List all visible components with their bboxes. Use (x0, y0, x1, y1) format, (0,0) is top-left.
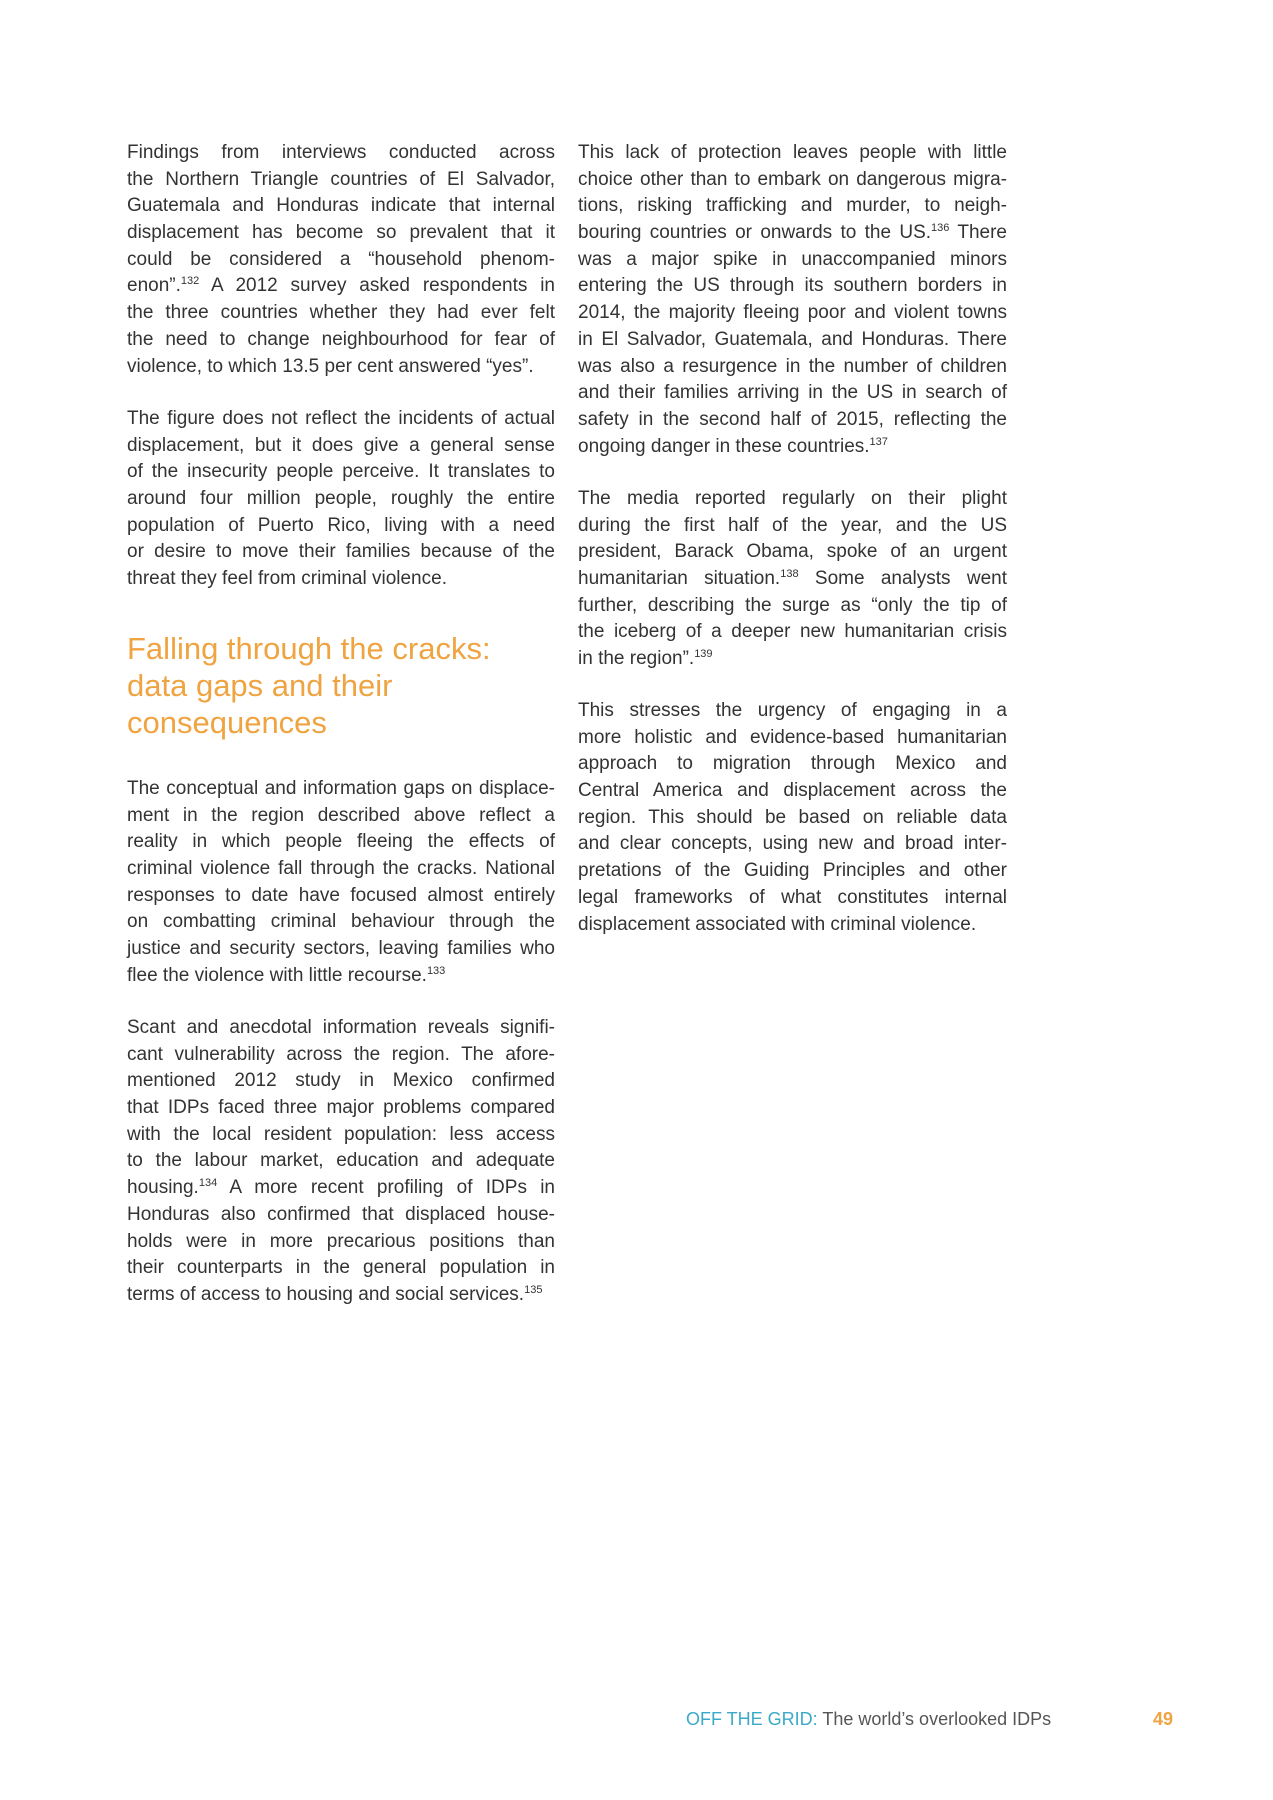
text-line: could be considered a “household phenom- (127, 248, 555, 270)
heading-line: consequences (127, 705, 327, 740)
text-line: was a major spike in unaccompanied minors (578, 248, 1007, 270)
text-line: was also a resurgence in the number of children (578, 355, 1007, 377)
text-line: Findings from interviews conducted across (127, 142, 555, 163)
text-line: their counterparts in the general population in (127, 1257, 555, 1279)
text-line: safety in the second half of 2015, reflecting the (578, 408, 1007, 430)
text-line: ment in the region described above reflect a (127, 804, 555, 826)
running-footer (686, 1708, 1051, 1730)
text-line: president, Barack Obama, spoke of an urgent (578, 541, 1007, 563)
text-line: further, describing the surge as “only the tip of (578, 594, 1007, 616)
text-line: terms of access to housing and social services.$^{135}$ (127, 1283, 543, 1305)
text-line: ongoing danger in these countries.$^{137}$ (578, 435, 888, 457)
text-line: This lack of protection leaves people with little (578, 142, 1007, 163)
text-line: Central America and displacement across the (578, 780, 1007, 802)
text-line: violence, to which 13.5 per cent answered “yes”. (127, 355, 534, 377)
text-line: choice other than to embark on dangerous migra- (578, 168, 1007, 190)
footnote-ref[interactable]: 132 (180, 275, 200, 288)
paragraph-northern-triangle (127, 140, 555, 380)
text-line: more holistic and evidence-based humanitarian (578, 726, 1007, 748)
section-heading (127, 630, 567, 741)
text-line: holds were in more precarious positions than (127, 1230, 555, 1252)
text-line: displacement, but it does give a general sense (127, 434, 555, 456)
paragraph-conceptual-gaps (127, 776, 555, 990)
text-line: tions, risking trafficking and murder, to neigh- (578, 195, 1007, 217)
footnote-ref[interactable]: 139 (694, 648, 713, 661)
text-line: of the insecurity people perceive. It translates to (127, 461, 555, 483)
text-line: pretations of the Guiding Principles and other (578, 860, 1007, 882)
text-line: population of Puerto Rico, living with a need (127, 514, 555, 536)
footer-subtitle: The world’s overlooked IDPs (817, 1709, 1052, 1729)
text-line: around four million people, roughly the entire (127, 488, 555, 510)
footnote-ref[interactable]: 136 (931, 222, 950, 235)
heading-line: Falling through the cracks: (127, 631, 491, 666)
paragraph-urgency (578, 698, 1007, 938)
text-line: mentioned 2012 study in Mexico confirmed (127, 1070, 555, 1092)
text-line: humanitarian situation.$^{138}$ Some analysts went (578, 568, 1007, 590)
text-line: bouring countries or onwards to the US.$^{136}$ There (578, 222, 1007, 244)
paragraph-scant-information (127, 1015, 555, 1309)
text-line: responses to date have focused almost entirely (127, 884, 555, 906)
text-line: in the region”.$^{139}$ (578, 648, 713, 670)
text-line: the need to change neighbourhood for fear of (127, 328, 555, 350)
text-line: threat they feel from criminal violence. (127, 568, 447, 590)
text-line: Guatemala and Honduras indicate that internal (127, 195, 555, 217)
paragraph-insecurity-figure (127, 406, 555, 593)
text-line: displacement has become so prevalent that it (127, 222, 555, 244)
text-line: the iceberg of a deeper new humanitarian crisis (578, 621, 1007, 643)
paragraph-lack-of-protection (578, 140, 1007, 460)
text-line: 2014, the majority fleeing poor and violent towns (578, 302, 1007, 324)
text-line: with the local resident population: less access (127, 1123, 555, 1145)
text-line: approach to migration through Mexico and (578, 753, 1007, 775)
text-line: that IDPs faced three major problems compared (127, 1097, 555, 1119)
text-line: entering the US through its southern borders in (578, 275, 1007, 297)
text-line: flee the violence with little recourse.$^{133}$ (127, 964, 446, 986)
text-line: This stresses the urgency of engaging in a (578, 700, 1007, 721)
footnote-ref[interactable]: 134 (198, 1177, 218, 1190)
text-line: justice and security sectors, leaving families who (127, 938, 555, 960)
text-line: legal frameworks of what constitutes internal (578, 886, 1007, 908)
text-line: Honduras also confirmed that displaced house- (127, 1203, 555, 1225)
text-line: on combatting criminal behaviour through the (127, 911, 555, 933)
footer-brand: OFF THE GRID: (686, 1709, 818, 1729)
text-line: cant vulnerability across the region. The afore- (127, 1043, 555, 1065)
text-line: and clear concepts, using new and broad inter- (578, 833, 1007, 855)
text-line: Scant and anecdotal information reveals signifi- (127, 1017, 555, 1038)
text-line: or desire to move their families because of the (127, 541, 555, 563)
text-line: The media reported regularly on their plight (578, 488, 1007, 509)
footnote-ref[interactable]: 137 (869, 435, 888, 448)
text-line: the three countries whether they had ever felt (127, 302, 555, 324)
paragraph-media-reported (578, 486, 1007, 673)
text-line: in El Salvador, Guatemala, and Honduras. There (578, 328, 1007, 350)
heading-line: data gaps and their (127, 668, 393, 703)
text-line: housing.$^{134}$ A more recent profiling of IDPs in (127, 1177, 555, 1199)
footnote-ref[interactable]: 133 (426, 964, 446, 977)
text-line: displacement associated with criminal violence. (578, 913, 977, 935)
page-number: 49 (1153, 1709, 1174, 1729)
text-line: to the labour market, education and adequate (127, 1150, 555, 1172)
footnote-ref[interactable]: 135 (524, 1283, 543, 1296)
text-line: The figure does not reflect the incidents of actual (127, 408, 555, 429)
text-line: reality in which people fleeing the effects of (127, 831, 555, 853)
footnote-ref[interactable]: 138 (780, 568, 799, 581)
text-line: region. This should be based on reliable data (578, 806, 1007, 828)
text-line: enon”.$^{132}$ A 2012 survey asked respondents in (127, 275, 555, 297)
text-line: The conceptual and information gaps on displace- (127, 778, 555, 799)
text-line: and their families arriving in the US in search of (578, 382, 1007, 404)
text-line: criminal violence fall through the cracks. National (127, 858, 555, 880)
text-line: during the first half of the year, and the US (578, 514, 1007, 536)
text-line: the Northern Triangle countries of El Salvador, (127, 168, 555, 190)
